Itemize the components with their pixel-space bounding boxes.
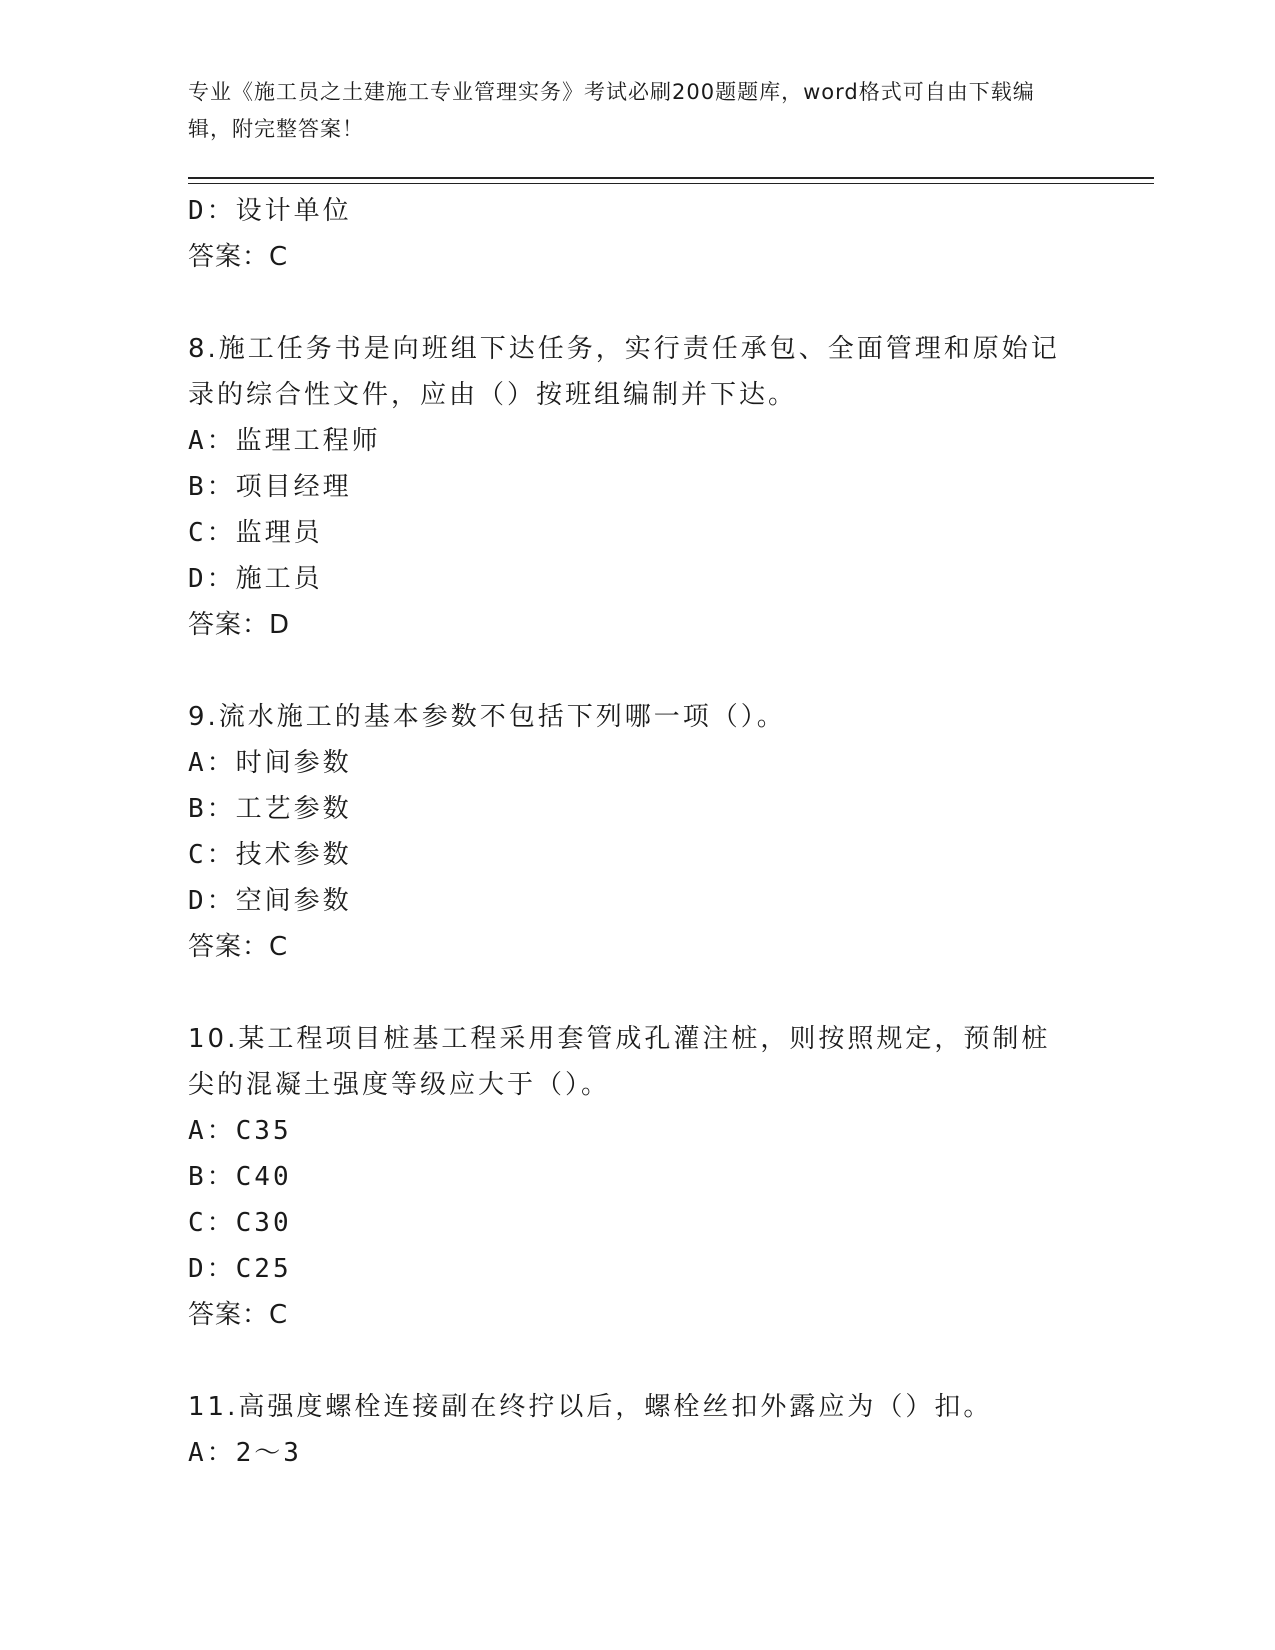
option-c: C：C30 xyxy=(188,1208,292,1238)
question-9 xyxy=(188,694,1088,970)
question-10 xyxy=(188,1016,1088,1338)
option-c: C：监理员 xyxy=(188,518,323,548)
question-stem: 11.高强度螺栓连接副在终拧以后，螺栓丝扣外露应为（）扣。 xyxy=(188,1392,993,1422)
question-11 xyxy=(188,1384,1088,1476)
option-b: B：C40 xyxy=(188,1162,292,1192)
option-c: C：技术参数 xyxy=(188,840,352,870)
carryover-option-d: D：设计单位 xyxy=(188,196,352,226)
carryover-answer: 答案：C xyxy=(188,242,289,272)
option-b: B：项目经理 xyxy=(188,472,352,502)
header-divider-thin xyxy=(188,183,1154,184)
option-a: A：监理工程师 xyxy=(188,426,381,456)
question-stem: 9.流水施工的基本参数不包括下列哪一项（）。 xyxy=(188,702,786,732)
option-d: D：C25 xyxy=(188,1254,292,1284)
answer: 答案：C xyxy=(188,932,289,962)
question-8 xyxy=(188,326,1088,648)
header-divider-thick xyxy=(188,177,1154,179)
answer: 答案：D xyxy=(188,610,291,640)
question-stem: 10.某工程项目桩基工程采用套管成孔灌注桩，则按照规定，预制桩尖的混凝土强度等级应大于（）。 xyxy=(188,1024,1051,1100)
option-a: A：C35 xyxy=(188,1116,292,1146)
question-list xyxy=(188,188,1088,1476)
question-stem: 8.施工任务书是向班组下达任务，实行责任承包、全面管理和原始记录的综合性文件，应由（）按班组编制并下达。 xyxy=(188,334,1060,410)
document-header: 专业《施工员之土建施工专业管理实务》考试必刷200题题库，word格式可自由下载编辑，附完整答案！ xyxy=(188,80,1035,141)
option-d: D：施工员 xyxy=(188,564,323,594)
option-a: A：时间参数 xyxy=(188,748,352,778)
option-a: A：2～3 xyxy=(188,1438,302,1468)
answer: 答案：C xyxy=(188,1300,289,1330)
option-d: D：空间参数 xyxy=(188,886,352,916)
option-b: B：工艺参数 xyxy=(188,794,352,824)
